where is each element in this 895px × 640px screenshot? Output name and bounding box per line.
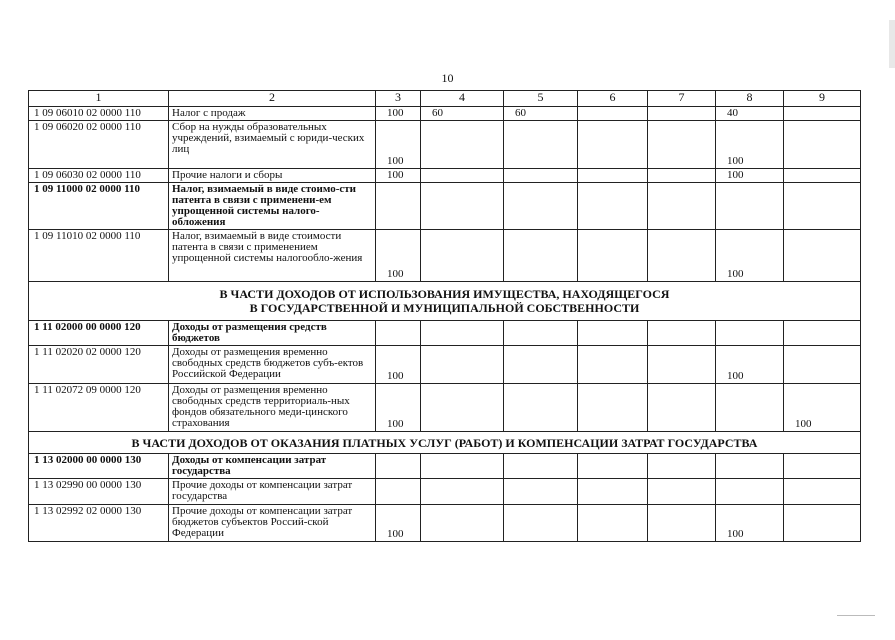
value-cell-col-3 [376, 479, 421, 505]
value-cell-col-5 [504, 230, 578, 282]
section-heading-row [29, 282, 861, 321]
value-cell-col-7 [648, 183, 716, 230]
value-cell-col-8 [716, 479, 784, 505]
column-number-8: 8 [716, 91, 784, 107]
value-cell-col-6 [578, 321, 648, 346]
value-cell-col-6 [578, 505, 648, 542]
revenue-name: Сбор на нужды образовательных учреждений, взимаемый с юриди-ческих лиц [169, 121, 376, 169]
value-cell-col-4 [421, 321, 504, 346]
value-cell-col-3 [376, 454, 421, 479]
value-cell-col-9 [784, 183, 861, 230]
budget-classification-code: 1 11 02020 02 0000 120 [29, 346, 169, 384]
value-cell-col-4 [421, 230, 504, 282]
value-cell-col-7 [648, 321, 716, 346]
section-heading-line: В ГОСУДАРСТВЕННОЙ И МУНИЦИПАЛЬНОЙ СОБСТВЕННОСТИ [249, 301, 640, 315]
revenue-name: Налог, взимаемый в виде стоимости патента в связи с применением упрощенной системы налогообло-жения [169, 230, 376, 282]
value-cell-col-4 [421, 479, 504, 505]
value-cell-col-6 [578, 346, 648, 384]
value-cell-col-6 [578, 183, 648, 230]
budget-classification-code: 1 09 11010 02 0000 110 [29, 230, 169, 282]
revenue-table-container [28, 90, 861, 542]
column-number-5: 5 [504, 91, 578, 107]
column-number-1: 1 [29, 91, 169, 107]
column-number-4: 4 [421, 91, 504, 107]
value-cell-col-6 [578, 121, 648, 169]
value-cell-col-7 [648, 107, 716, 121]
value-cell-col-4 [421, 346, 504, 384]
value-cell-col-8 [716, 321, 784, 346]
value-cell-col-5 [504, 169, 578, 183]
value-cell-col-6 [578, 230, 648, 282]
value-cell-col-9 [784, 107, 861, 121]
revenue-name: Налог с продаж [169, 107, 376, 121]
table-row [29, 121, 861, 169]
value-cell-col-5: 60 [504, 107, 578, 121]
budget-classification-code: 1 11 02072 09 0000 120 [29, 384, 169, 432]
scan-edge-line [837, 615, 875, 616]
value-cell-col-9 [784, 346, 861, 384]
value-cell-col-4 [421, 183, 504, 230]
budget-classification-code: 1 13 02000 00 0000 130 [29, 454, 169, 479]
value-cell-col-4 [421, 454, 504, 479]
table-row [29, 183, 861, 230]
value-cell-col-8: 100 [716, 346, 784, 384]
table-row [29, 346, 861, 384]
page-number: 10 [441, 71, 454, 85]
value-cell-col-5 [504, 321, 578, 346]
value-cell-col-8 [716, 183, 784, 230]
table-row [29, 107, 861, 121]
value-cell-col-4 [421, 121, 504, 169]
budget-classification-code: 1 09 06020 02 0000 110 [29, 121, 169, 169]
value-cell-col-7 [648, 454, 716, 479]
revenue-name: Прочие налоги и сборы [169, 169, 376, 183]
value-cell-col-4 [421, 384, 504, 432]
value-cell-col-5 [504, 479, 578, 505]
value-cell-col-6 [578, 107, 648, 121]
value-cell-col-9 [784, 169, 861, 183]
budget-classification-code: 1 13 02992 02 0000 130 [29, 505, 169, 542]
value-cell-col-8: 100 [716, 169, 784, 183]
value-cell-col-3: 100 [376, 121, 421, 169]
value-cell-col-7 [648, 479, 716, 505]
revenue-distribution-table [28, 90, 861, 542]
value-cell-col-6 [578, 454, 648, 479]
column-number-row [29, 91, 861, 107]
revenue-name: Прочие доходы от компенсации затрат бюджетов субъектов Россий-ской Федерации [169, 505, 376, 542]
value-cell-col-8: 100 [716, 505, 784, 542]
value-cell-col-7 [648, 230, 716, 282]
budget-classification-code: 1 11 02000 00 0000 120 [29, 321, 169, 346]
value-cell-col-9 [784, 321, 861, 346]
value-cell-col-3 [376, 183, 421, 230]
value-cell-col-5 [504, 384, 578, 432]
value-cell-col-4: 60 [421, 107, 504, 121]
value-cell-col-7 [648, 169, 716, 183]
value-cell-col-9 [784, 454, 861, 479]
value-cell-col-8 [716, 454, 784, 479]
value-cell-col-8: 100 [716, 121, 784, 169]
value-cell-col-5 [504, 505, 578, 542]
value-cell-col-8 [716, 384, 784, 432]
budget-classification-code: 1 13 02990 00 0000 130 [29, 479, 169, 505]
table-row [29, 479, 861, 505]
revenue-name: Прочие доходы от компенсации затрат государства [169, 479, 376, 505]
value-cell-col-3: 100 [376, 505, 421, 542]
value-cell-col-6 [578, 384, 648, 432]
section-heading-line: В ЧАСТИ ДОХОДОВ ОТ ОКАЗАНИЯ ПЛАТНЫХ УСЛУГ (РАБОТ) И КОМПЕНСАЦИИ ЗАТРАТ ГОСУДАРСТВА [131, 435, 758, 450]
value-cell-col-7 [648, 346, 716, 384]
column-number-2: 2 [169, 91, 376, 107]
section-heading [29, 282, 861, 321]
value-cell-col-8: 40 [716, 107, 784, 121]
revenue-name: Налог, взимаемый в виде стоимо-сти патента в связи с применени-ем упрощенной системы налого-обложения [169, 183, 376, 230]
value-cell-col-5 [504, 454, 578, 479]
table-row [29, 505, 861, 542]
section-heading-line: В ЧАСТИ ДОХОДОВ ОТ ИСПОЛЬЗОВАНИЯ ИМУЩЕСТВА, НАХОДЯЩЕГОСЯ [219, 287, 670, 301]
value-cell-col-6 [578, 169, 648, 183]
revenue-name: Доходы от компенсации затрат государства [169, 454, 376, 479]
scan-edge-shadow [889, 20, 895, 68]
value-cell-col-4 [421, 169, 504, 183]
value-cell-col-3: 100 [376, 107, 421, 121]
column-number-6: 6 [578, 91, 648, 107]
value-cell-col-3: 100 [376, 384, 421, 432]
revenue-name: Доходы от размещения временно свободных средств территориаль-ных фондов обязательного меди-цинского страхования [169, 384, 376, 432]
value-cell-col-3 [376, 321, 421, 346]
value-cell-col-3: 100 [376, 169, 421, 183]
budget-classification-code: 1 09 06030 02 0000 110 [29, 169, 169, 183]
value-cell-col-4 [421, 505, 504, 542]
value-cell-col-9: 100 [784, 384, 861, 432]
value-cell-col-9 [784, 479, 861, 505]
value-cell-col-7 [648, 384, 716, 432]
column-number-9: 9 [784, 91, 861, 107]
value-cell-col-5 [504, 183, 578, 230]
table-row [29, 169, 861, 183]
value-cell-col-7 [648, 505, 716, 542]
value-cell-col-6 [578, 479, 648, 505]
value-cell-col-9 [784, 121, 861, 169]
revenue-name: Доходы от размещения средств бюджетов [169, 321, 376, 346]
value-cell-col-9 [784, 505, 861, 542]
table-row [29, 454, 861, 479]
value-cell-col-5 [504, 121, 578, 169]
budget-classification-code: 1 09 06010 02 0000 110 [29, 107, 169, 121]
column-number-7: 7 [648, 91, 716, 107]
budget-classification-code: 1 09 11000 02 0000 110 [29, 183, 169, 230]
value-cell-col-3: 100 [376, 230, 421, 282]
section-heading [29, 432, 861, 454]
table-row [29, 321, 861, 346]
column-number-3: 3 [376, 91, 421, 107]
table-row [29, 230, 861, 282]
section-heading-row [29, 432, 861, 454]
value-cell-col-8: 100 [716, 230, 784, 282]
revenue-name: Доходы от размещения временно свободных средств бюджетов субъ-ектов Российской Федерации [169, 346, 376, 384]
value-cell-col-9 [784, 230, 861, 282]
table-row [29, 384, 861, 432]
value-cell-col-7 [648, 121, 716, 169]
value-cell-col-3: 100 [376, 346, 421, 384]
value-cell-col-5 [504, 346, 578, 384]
table-body [29, 91, 861, 542]
